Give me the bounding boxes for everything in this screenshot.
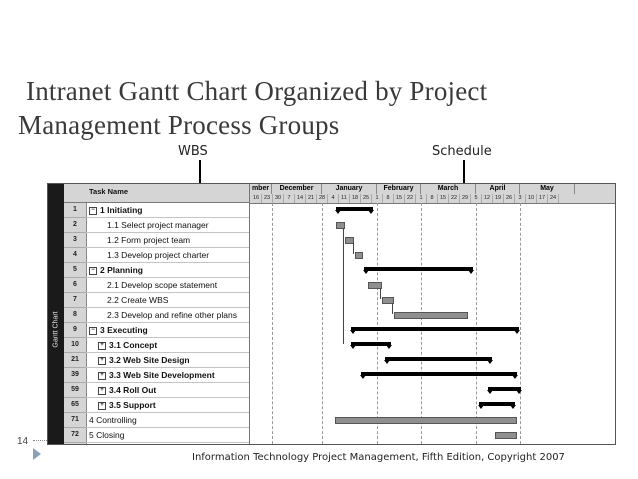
task-row[interactable] [86,263,249,278]
task-row[interactable] [86,248,249,263]
task-row[interactable] [86,428,249,443]
task-bar[interactable] [335,417,518,424]
day-label: 28 [317,194,328,203]
day-label: 24 [548,194,559,203]
row-number[interactable]: 71 [64,413,86,428]
row-number[interactable]: 1 [64,203,86,218]
day-label: 19 [493,194,504,203]
timescale-days [250,194,616,204]
task-name: 3.4 Roll Out [109,385,157,395]
task-bar[interactable] [355,252,364,259]
task-name: 3 Executing [100,325,148,335]
expand-icon[interactable]: + [98,387,106,395]
dependency-link [392,303,393,314]
task-name-header[interactable]: Task Name [86,184,249,203]
task-name: 1.2 Form project team [107,235,191,245]
row-number[interactable]: 72 [64,428,86,443]
day-label: 26 [504,194,515,203]
day-label: 30 [273,194,284,203]
day-label: 14 [295,194,306,203]
summary-bar[interactable] [351,327,519,331]
row-number[interactable]: 21 [64,353,86,368]
task-row[interactable] [86,323,249,338]
view-bar-label: Gantt Chart [52,311,60,348]
summary-bar[interactable] [351,342,391,346]
task-bar[interactable] [394,312,468,319]
task-name: 3.5 Support [109,400,156,410]
day-label: 25 [361,194,372,203]
task-name: 2.3 Develop and refine other plans [107,310,237,320]
page-number: 14 [17,436,29,447]
row-number[interactable]: 7 [64,293,86,308]
collapse-icon[interactable]: − [89,207,97,215]
day-label: 10 [526,194,537,203]
task-row[interactable] [86,383,249,398]
task-row[interactable] [86,203,249,218]
dependency-link [380,288,381,299]
summary-bar[interactable] [385,357,492,361]
day-label: 1 [372,194,383,203]
task-name: 5 Closing [89,430,125,440]
row-number[interactable]: 9 [64,323,86,338]
row-number[interactable]: 8 [64,308,86,323]
month-label: mber [250,184,272,194]
row-number[interactable]: 4 [64,248,86,263]
day-label: 12 [482,194,493,203]
summary-bar[interactable] [364,267,473,271]
view-bar [48,184,64,444]
task-row[interactable] [86,338,249,353]
day-label: 11 [339,194,350,203]
day-label: 16 [251,194,262,203]
day-label: 17 [537,194,548,203]
task-bar[interactable] [495,432,517,439]
day-label: 22 [405,194,416,203]
slide-title-line1: Intranet Gantt Chart Organized by Project [26,76,488,106]
row-number[interactable]: 5 [64,263,86,278]
month-label: February [377,184,421,194]
day-label: 29 [460,194,471,203]
day-label: 23 [262,194,273,203]
task-name: 1.1 Select project manager [107,220,209,230]
summary-bar[interactable] [361,372,517,376]
collapse-icon[interactable]: − [89,327,97,335]
task-row[interactable] [86,218,249,233]
row-number[interactable]: 6 [64,278,86,293]
task-name: 1.3 Develop project charter [107,250,210,260]
month-label: May [520,184,575,194]
expand-icon[interactable]: + [98,372,106,380]
slide-footer: Information Technology Project Management, Fifth Edition, Copyright 2007 [192,452,565,463]
month-gridline [272,203,273,444]
task-row[interactable] [86,368,249,383]
row-number[interactable]: 10 [64,338,86,353]
month-gridline [322,203,323,444]
row-number-header [64,184,86,203]
task-name: 1 Initiating [100,205,143,215]
gantt-chart-screenshot [47,183,616,445]
day-label: 21 [306,194,317,203]
task-name: 3.2 Web Site Design [109,355,190,365]
day-label: 5 [471,194,482,203]
row-number-column [64,184,87,444]
month-label: December [272,184,322,194]
day-label: 3 [515,194,526,203]
row-number[interactable]: 39 [64,368,86,383]
schedule-callout-label: Schedule [432,144,492,159]
expand-icon[interactable]: + [98,402,106,410]
month-gridline [377,203,378,444]
task-name: 4 Controlling [89,415,137,425]
day-label: 22 [449,194,460,203]
task-name: 3.3 Web Site Development [109,370,215,380]
task-row[interactable] [86,293,249,308]
dependency-link [353,243,354,254]
month-label: April [476,184,520,194]
slide-title [18,76,628,140]
day-label: 18 [350,194,361,203]
task-name: 2 Planning [100,265,143,275]
summary-bar[interactable] [479,402,515,406]
task-name: 3.1 Concept [109,340,158,350]
day-label: 7 [284,194,295,203]
task-name: 2.1 Develop scope statement [107,280,218,290]
dependency-link [343,228,344,344]
month-gridline [520,203,521,444]
month-label: January [322,184,377,194]
day-label: 1 [416,194,427,203]
expand-icon[interactable]: + [98,357,106,365]
page-number-rule [33,440,47,441]
wbs-callout-label: WBS [178,144,208,159]
task-row[interactable] [86,353,249,368]
row-number[interactable]: 59 [64,383,86,398]
bullet-arrow-icon [33,448,41,460]
task-row[interactable] [86,398,249,413]
month-gridline [421,203,422,444]
gantt-timeline [249,184,616,444]
day-label: 8 [427,194,438,203]
row-number[interactable]: 3 [64,233,86,248]
day-label: 15 [438,194,449,203]
day-label: 8 [383,194,394,203]
task-name-column [86,184,249,444]
row-number[interactable]: 2 [64,218,86,233]
day-label: 15 [394,194,405,203]
task-name: 2.2 Create WBS [107,295,169,305]
day-label: 4 [328,194,339,203]
task-row[interactable] [86,233,249,248]
task-row[interactable] [86,413,249,428]
expand-icon[interactable]: + [98,342,106,350]
slide-title-line2: Management Process Groups [18,110,340,140]
month-label: March [421,184,476,194]
collapse-icon[interactable]: − [89,267,97,275]
task-row[interactable] [86,308,249,323]
summary-bar[interactable] [488,387,521,391]
summary-bar[interactable] [336,207,373,211]
task-row[interactable] [86,278,249,293]
row-number[interactable]: 65 [64,398,86,413]
